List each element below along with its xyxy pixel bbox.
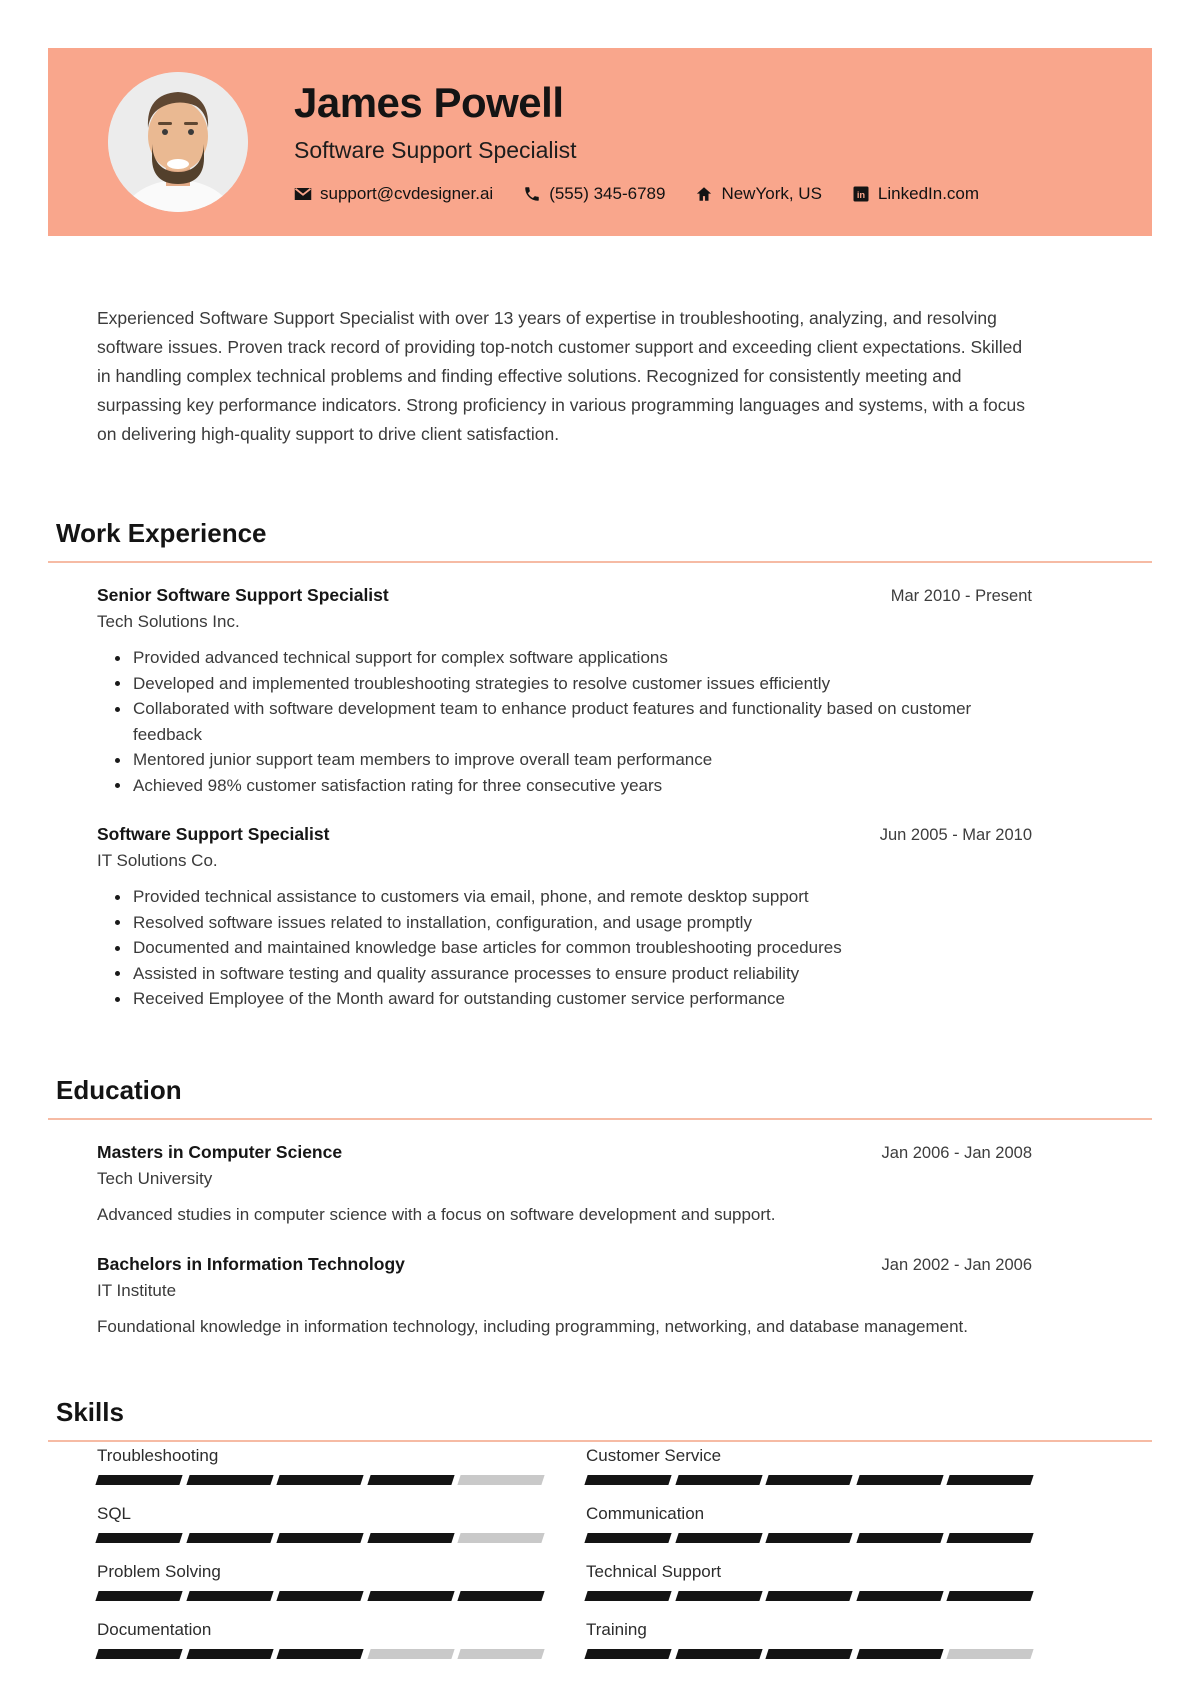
bullet-item: Collaborated with software development team to enhance product features and functionality based on customer feedback	[97, 696, 1032, 747]
bullet-item: Mentored junior support team members to improve overall team performance	[97, 747, 1032, 773]
education-dates: Jan 2006 - Jan 2008	[881, 1143, 1032, 1162]
bullet-item: Documented and maintained knowledge base articles for common troubleshooting procedures	[97, 935, 1032, 961]
skills-heading: Skills	[56, 1396, 124, 1427]
job-bullets	[97, 645, 1032, 798]
home-icon	[695, 185, 713, 203]
skill-segment-filled	[584, 1475, 671, 1485]
skill-segment-empty	[458, 1533, 545, 1543]
education-dates: Jan 2002 - Jan 2006	[881, 1255, 1032, 1274]
skill-item	[97, 1562, 543, 1601]
skill-name: Training	[586, 1619, 647, 1639]
skill-segment-filled	[856, 1591, 943, 1601]
bullet-item: Developed and implemented troubleshooting strategies to resolve customer issues efficiently	[97, 671, 1032, 697]
job-dates: Mar 2010 - Present	[890, 587, 1032, 605]
education-section	[48, 1076, 1152, 1340]
skill-segment-filled	[186, 1533, 273, 1543]
skill-segment-empty	[458, 1649, 545, 1659]
profile-photo	[108, 72, 248, 212]
skill-segment-filled	[856, 1475, 943, 1485]
skill-item	[97, 1504, 543, 1543]
education-entry	[97, 1142, 1032, 1228]
education-description: Advanced studies in computer science with a focus on software development and support.	[97, 1204, 776, 1224]
skill-segment-filled	[95, 1649, 182, 1659]
skill-segment-filled	[584, 1649, 671, 1659]
skill-segment-filled	[766, 1533, 853, 1543]
skill-name: Problem Solving	[97, 1561, 221, 1581]
company-name: Tech Solutions Inc.	[97, 612, 240, 631]
skill-segment-filled	[947, 1475, 1034, 1485]
work-entries	[48, 563, 1152, 1012]
skill-name: Communication	[586, 1503, 705, 1523]
work-experience-heading: Work Experience	[56, 518, 267, 548]
person-name: James Powell	[294, 79, 564, 127]
education-entries	[48, 1120, 1152, 1340]
bullet-item: Achieved 98% customer satisfaction rating for three consecutive years	[97, 773, 1032, 799]
skill-segment-filled	[186, 1649, 273, 1659]
skill-name: Troubleshooting	[97, 1445, 219, 1465]
bullet-item: Provided advanced technical support for complex software applications	[97, 645, 1032, 671]
skill-segment-filled	[95, 1475, 182, 1485]
skill-name: SQL	[97, 1503, 132, 1523]
contact-item[interactable]	[523, 184, 665, 204]
resume-header	[48, 48, 1152, 236]
skill-item	[586, 1504, 1032, 1543]
skill-item	[586, 1620, 1032, 1659]
contact-text: support@cvdesigner.ai	[320, 183, 494, 203]
skill-segment-filled	[856, 1533, 943, 1543]
bullet-item: Assisted in software testing and quality assurance processes to ensure product reliability	[97, 961, 1032, 987]
skill-level-bar	[586, 1533, 1032, 1543]
skill-segment-filled	[766, 1591, 853, 1601]
contact-row	[294, 184, 979, 204]
contact-text: LinkedIn.com	[877, 183, 980, 203]
header-text	[294, 80, 979, 203]
skill-segment-filled	[947, 1533, 1034, 1543]
summary-text: Experienced Software Support Specialist with over 13 years of expertise in troubleshooting, analyzing, and resolving software issues. Proven track record of providing top-notch customer support and exceeding client expectations. Skilled in handling complex technical problems and finding effective solutions. Recognized for consistently meeting and surpassing key performance indicators. Strong proficiency in various programming languages and systems, with a focus on delivering high-quality support to drive client satisfaction.	[97, 308, 1025, 444]
work-entry	[97, 824, 1032, 1012]
skill-segment-filled	[766, 1649, 853, 1659]
skill-segment-filled	[675, 1649, 762, 1659]
contact-text: (555) 345-6789	[549, 183, 666, 203]
work-entry	[97, 585, 1032, 798]
skill-level-bar	[586, 1591, 1032, 1601]
skill-segment-filled	[186, 1591, 273, 1601]
skill-segment-empty	[458, 1475, 545, 1485]
skill-item	[97, 1620, 543, 1659]
skill-segment-filled	[277, 1533, 364, 1543]
skill-segment-filled	[277, 1591, 364, 1601]
contact-item[interactable]	[852, 184, 979, 204]
bullet-item: Resolved software issues related to installation, configuration, and usage promptly	[97, 910, 1032, 936]
skill-name: Customer Service	[586, 1445, 722, 1465]
bullet-item: Received Employee of the Month award for outstanding customer service performance	[97, 986, 1032, 1012]
job-title: Software Support Specialist	[97, 824, 330, 844]
skill-item	[586, 1562, 1032, 1601]
school-name: Tech University	[97, 1168, 213, 1188]
person-job-title: Software Support Specialist	[294, 136, 577, 163]
degree-title: Masters in Computer Science	[97, 1141, 343, 1162]
bullet-item: Provided technical assistance to customers via email, phone, and remote desktop support	[97, 884, 1032, 910]
skill-segment-empty	[367, 1649, 454, 1659]
education-description: Foundational knowledge in information technology, including programming, networking, and database management.	[97, 1316, 969, 1336]
skill-segment-filled	[95, 1591, 182, 1601]
skill-level-bar	[97, 1591, 543, 1601]
skill-segment-filled	[277, 1475, 364, 1485]
linkedin-icon	[852, 185, 870, 203]
school-name: IT Institute	[97, 1280, 177, 1300]
email-icon	[294, 185, 312, 203]
skill-name: Technical Support	[586, 1561, 722, 1581]
job-dates: Jun 2005 - Mar 2010	[879, 826, 1032, 844]
skill-level-bar	[97, 1533, 543, 1543]
phone-icon	[523, 185, 541, 203]
skill-segment-filled	[675, 1591, 762, 1601]
skill-segment-filled	[95, 1533, 182, 1543]
skill-item	[586, 1446, 1032, 1485]
skill-segment-filled	[675, 1475, 762, 1485]
skill-level-bar	[97, 1649, 543, 1659]
skill-segment-empty	[947, 1649, 1034, 1659]
summary-block	[48, 304, 1152, 449]
skill-segment-filled	[277, 1649, 364, 1659]
contact-item[interactable]	[695, 184, 821, 204]
company-name: IT Solutions Co.	[97, 851, 218, 870]
skill-segment-filled	[675, 1533, 762, 1543]
education-heading: Education	[56, 1074, 182, 1105]
skill-segment-filled	[186, 1475, 273, 1485]
skill-segment-filled	[584, 1591, 671, 1601]
degree-title: Bachelors in Information Technology	[97, 1253, 405, 1274]
work-experience-section	[48, 519, 1152, 1012]
education-entry	[97, 1254, 1032, 1340]
skills-grid	[48, 1442, 1152, 1659]
skill-segment-filled	[367, 1475, 454, 1485]
contact-item[interactable]	[294, 184, 493, 204]
profile-photo-illustration	[108, 72, 248, 212]
skill-segment-filled	[947, 1591, 1034, 1601]
skill-level-bar	[586, 1649, 1032, 1659]
svg-text:in: in	[856, 189, 866, 200]
job-bullets	[97, 884, 1032, 1012]
skill-segment-filled	[584, 1533, 671, 1543]
skill-level-bar	[97, 1475, 543, 1485]
skill-segment-filled	[856, 1649, 943, 1659]
contact-text: NewYork, US	[721, 183, 822, 203]
job-title: Senior Software Support Specialist	[97, 585, 389, 605]
skill-segment-filled	[766, 1475, 853, 1485]
skill-segment-filled	[458, 1591, 545, 1601]
skill-name: Documentation	[97, 1619, 212, 1639]
skill-item	[97, 1446, 543, 1485]
skill-segment-filled	[367, 1591, 454, 1601]
skill-segment-filled	[367, 1533, 454, 1543]
skills-section	[48, 1398, 1152, 1659]
skill-level-bar	[586, 1475, 1032, 1485]
